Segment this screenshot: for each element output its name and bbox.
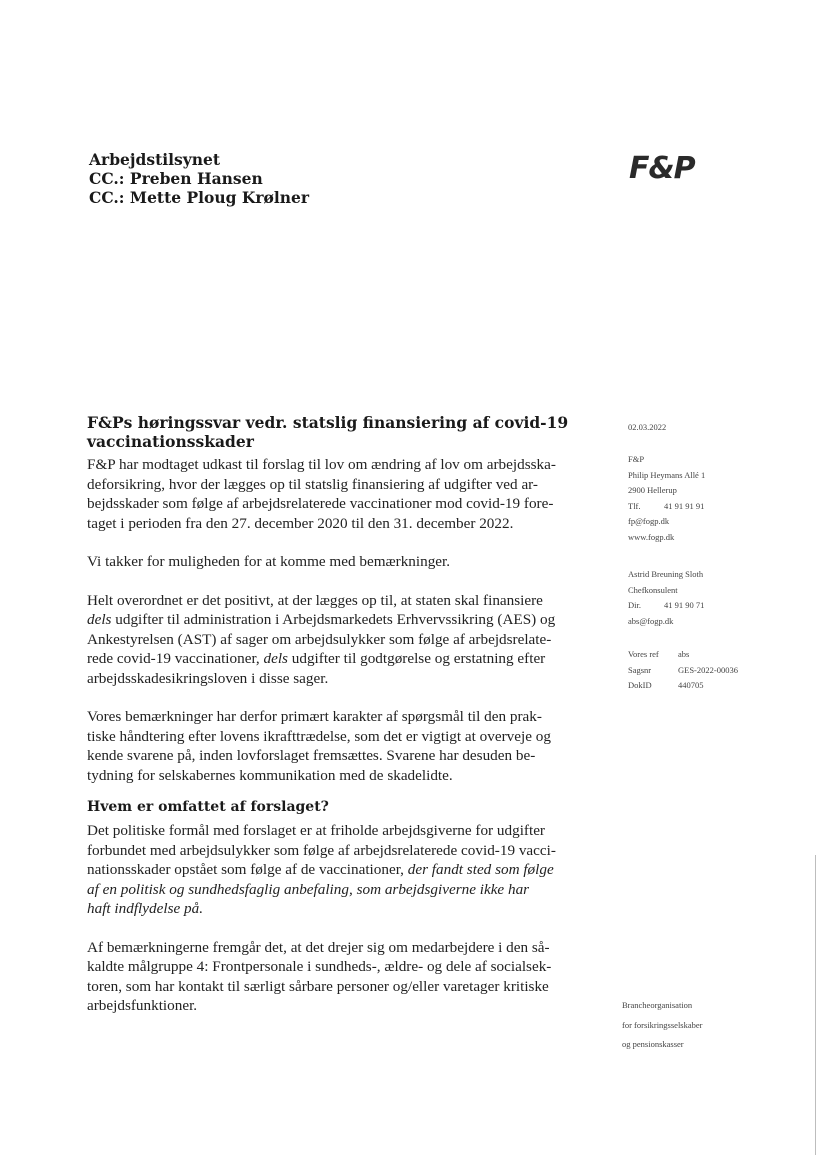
text-fragment: udgifter til godtgørelse og erstatning efter — [287, 650, 546, 667]
paragraph-target-group — [87, 938, 587, 1016]
text-line — [87, 610, 587, 630]
scan-edge-line — [815, 855, 816, 1155]
footer-line: Brancheorganisation — [622, 1000, 693, 1010]
phone-row — [628, 499, 705, 515]
contact-email: abs@fogp.dk — [628, 615, 674, 626]
text-line: Helt overordnet er det positivt, at der lægges op til, at staten skal finansiere — [87, 591, 543, 609]
case-number-label: Sagsnr — [628, 664, 652, 675]
reference-value: abs — [678, 649, 690, 659]
text-fragment: rede covid-19 vaccinationer, — [87, 650, 264, 667]
text-line: kaldte målgruppe 4: Frontpersonale i sundheds-, ældre- og dele af socialsek- — [87, 958, 552, 975]
reference-row — [628, 647, 738, 663]
text-line: tiske håndtering efter lovens ikrafttrædelse, som det er vigtigt at overveje og — [87, 727, 551, 745]
org-name: F&P — [628, 454, 645, 464]
cc-line: CC.: Preben Hansen — [89, 169, 263, 188]
text-fragment: udgifter til administration i Arbejdsmarkedets Erhvervssikring (AES) og — [111, 611, 556, 628]
reference-label: Vores ref — [628, 649, 659, 659]
direct-phone-value: 41 91 90 71 — [664, 600, 705, 610]
phone-label: Tlf. — [628, 500, 641, 511]
sender-address — [628, 452, 705, 545]
reference-block — [628, 647, 738, 694]
direct-phone-row — [628, 598, 704, 614]
text-line: arbejdsskadesikringsloven i disse sager. — [87, 669, 329, 687]
city-address: 2900 Hellerup — [628, 485, 677, 495]
text-line: Det politiske formål med forslaget er at friholde arbejdsgiverne for udgifter — [87, 822, 545, 839]
text-line: kende svarene på, inden lovforslaget fremsættes. Svarene har desuden be- — [87, 747, 536, 764]
text-line: arbejdsfunktioner. — [87, 997, 198, 1014]
letter-body — [87, 413, 587, 1035]
text-line: Af bemærkningerne fremgår det, at det drejer sig om medarbejdere i den så- — [87, 938, 550, 956]
street-address: Philip Heymans Allé 1 — [628, 469, 706, 480]
recipient-block — [89, 150, 309, 207]
emphasis-text: der fandt sted som følge — [407, 861, 554, 878]
contact-name: Astrid Breuning Sloth — [628, 569, 704, 579]
recipient-line: Arbejdstilsynet — [89, 150, 221, 169]
text-line — [87, 860, 587, 880]
phone-value: 41 91 91 91 — [664, 500, 705, 511]
direct-phone-label: Dir. — [628, 600, 641, 610]
title-line: F&Ps høringssvar vedr. statslig finansiering af covid-19 — [87, 413, 569, 432]
document-id-row — [628, 678, 738, 694]
text-fragment: nationsskader opstået som følge af de vaccinationer, — [87, 861, 408, 878]
text-line: toren, som har kontakt til særligt sårbare personer og/eller varetager kritiske — [87, 977, 549, 995]
letter-date — [628, 420, 666, 436]
paragraph-remarks — [87, 707, 587, 785]
contact-person — [628, 567, 704, 629]
paragraph-purpose — [87, 821, 587, 919]
text-line: F&P har modtaget udkast til forslag til lov om ændring af lov om arbejdsska- — [87, 456, 556, 473]
paragraph-thanks — [87, 552, 587, 572]
website-value: www.fogp.dk — [628, 531, 675, 542]
paragraph-overview — [87, 591, 587, 689]
paragraph-intro — [87, 455, 587, 533]
text-line: tydning for selskabernes kommunikation med de skadelidte. — [87, 766, 453, 784]
text-line: taget i perioden fra den 27. december 2020 til den 31. december 2022. — [87, 514, 514, 532]
email-value: fp@fogp.dk — [628, 516, 670, 526]
text-line: Vi takker for muligheden for at komme med bemærkninger. — [87, 553, 451, 570]
date-value: 02.03.2022 — [628, 422, 667, 432]
document-id-label: DokID — [628, 680, 652, 690]
section-heading: Hvem er omfattet af forslaget? — [87, 799, 329, 815]
organisation-footer — [622, 996, 703, 1055]
text-line: bejdsskader som følge af arbejdsrelaterede vaccinationer mod covid-19 fore- — [87, 495, 554, 512]
footer-line: for forsikringsselskaber — [622, 1019, 703, 1030]
letter-title — [87, 413, 587, 451]
contact-title: Chefkonsulent — [628, 584, 678, 595]
text-line — [87, 649, 587, 669]
emphasis-text: dels — [87, 611, 112, 628]
case-number-value: GES-2022-00036 — [678, 664, 738, 675]
footer-line: og pensionskasser — [622, 1039, 684, 1049]
case-number-row — [628, 663, 738, 679]
text-line: Vores bemærkninger har derfor primært karakter af spørgsmål til den prak- — [87, 708, 542, 725]
emphasis-text: haft indflydelse på. — [87, 900, 203, 917]
emphasis-text: dels — [263, 650, 288, 667]
cc-line: CC.: Mette Ploug Krølner — [89, 188, 310, 207]
text-line — [87, 880, 587, 900]
text-line: deforsikring, hvor der lægges op til statslig finansiering af udgifter ved ar- — [87, 475, 538, 493]
title-line: vaccinationsskader — [87, 432, 254, 451]
document-id-value: 440705 — [678, 680, 704, 690]
text-line — [87, 899, 587, 919]
text-line: forbundet med arbejdsulykker som følge af arbejdsrelaterede covid-19 vacci- — [87, 841, 556, 859]
fp-logo: F&P — [629, 151, 695, 186]
emphasis-text: af en politisk og sundhedsfaglig anbefaling, som arbejdsgiverne ikke har — [87, 880, 530, 898]
text-line: Ankestyrelsen (AST) af sager om arbejdsulykker som følge af arbejdsrelate- — [87, 630, 552, 648]
